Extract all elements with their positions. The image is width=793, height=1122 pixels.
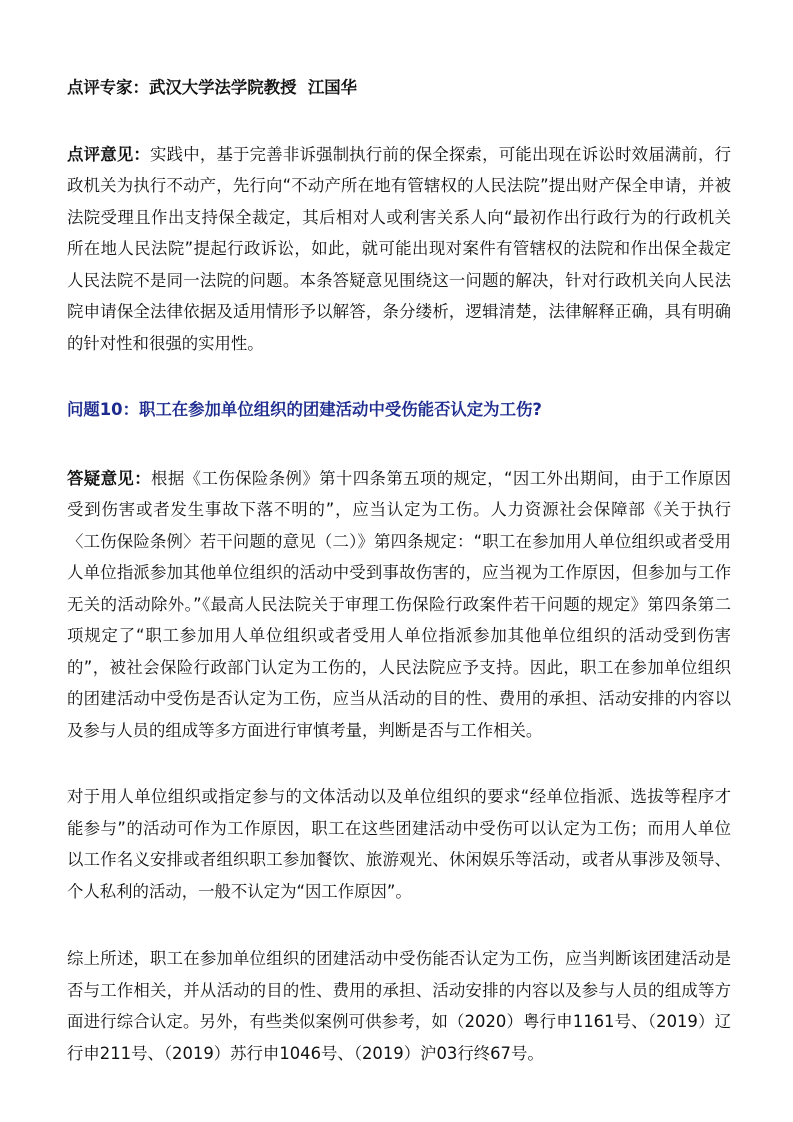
body-paragraph-3: 综上所述，职工在参加单位组织的团建活动中受伤能否认定为工伤，应当判断该团建活动是否与工作相关，并从活动的目的性、费用的承担、活动安排的内容以及参与人员的组成等方面进行综合认定。另外，有些类似案例可供参考，如（2020）粤行申1161号、（2019）辽行申211号、（2019）苏行申1046号、（2019）沪03行终67号。 [67, 949, 731, 1063]
question-heading: 问题10：职工在参加单位组织的团建活动中受伤能否认定为工伤? [67, 400, 542, 419]
answer-text: 根据《工伤保险条例》第十四条第五项的规定，“因工外出期间，由于工作原因受到伤害或者发生事故下落不明的”，应当认定为工伤。人力资源社会保障部《关于执行〈工伤保险条例〉若干问题的意见（二）》第四条规定：“职工在参加用人单位组织或者受用人单位指派参加其他单位组织的活动中受到事故伤害的，应当视为工作原因，但参加与工作无关的活动除外。”《最高人民法院关于审理工伤保险行政案件若干问题的规定》第四条第二项规定了“职工参加用人单位组织或者受用人单位指派参加其他单位组织的活动受到伤害的”，被社会保险行政部门认定为工伤的，人民法院应予支持。因此，职工在参加单位组织的团建活动中受伤是否认定为工伤，应当从活动的目的性、费用的承担、活动安排的内容以及参与人员的组成等多方面进行审慎考量，判断是否与工作相关。 [67, 468, 731, 740]
expert-name: 武汉大学法学院教授 江国华 [148, 78, 358, 97]
comment-label: 点评意见： [67, 144, 151, 164]
body-paragraph-2: 对于用人单位组织或指定参与的文体活动以及单位组织的要求“经单位指派、选拔等程序才能参与”的活动可作为工作原因，职工在这些团建活动中受伤可以认定为工伤；而用人单位以工作名义安排或者组织职工参加餐饮、旅游观光、休闲娱乐等活动，或者从事涉及领导、个人私利的活动，一般不认定为“因工作原因”。 [67, 787, 731, 901]
expert-label: 点评专家： [67, 78, 149, 97]
comment-text: 实践中，基于完善非诉强制执行前的保全探索，可能出现在诉讼时效届满前，行政机关为执行不动产，先行向“不动产所在地有管辖权的人民法院”提出财产保全申请，并被法院受理且作出支持保全裁定，其后相对人或利害关系人向“最初作出行政行为的行政机关所在地人民法院”提起行政诉讼，如此，就可能出现对案件有管辖权的法院和作出保全裁定人民法院不是同一法院的问题。本条答疑意见围绕这一问题的解决，针对行政机关向人民法院申请保全法律依据及适用情形予以解答，条分缕析，逻辑清楚，法律解释正确，具有明确的针对性和很强的实用性。 [67, 144, 732, 353]
comment-paragraph [67, 139, 731, 360]
expert-line [67, 72, 731, 104]
answer-label: 答疑意见： [67, 468, 152, 488]
document-page [67, 72, 731, 1069]
answer-paragraph [67, 463, 731, 747]
